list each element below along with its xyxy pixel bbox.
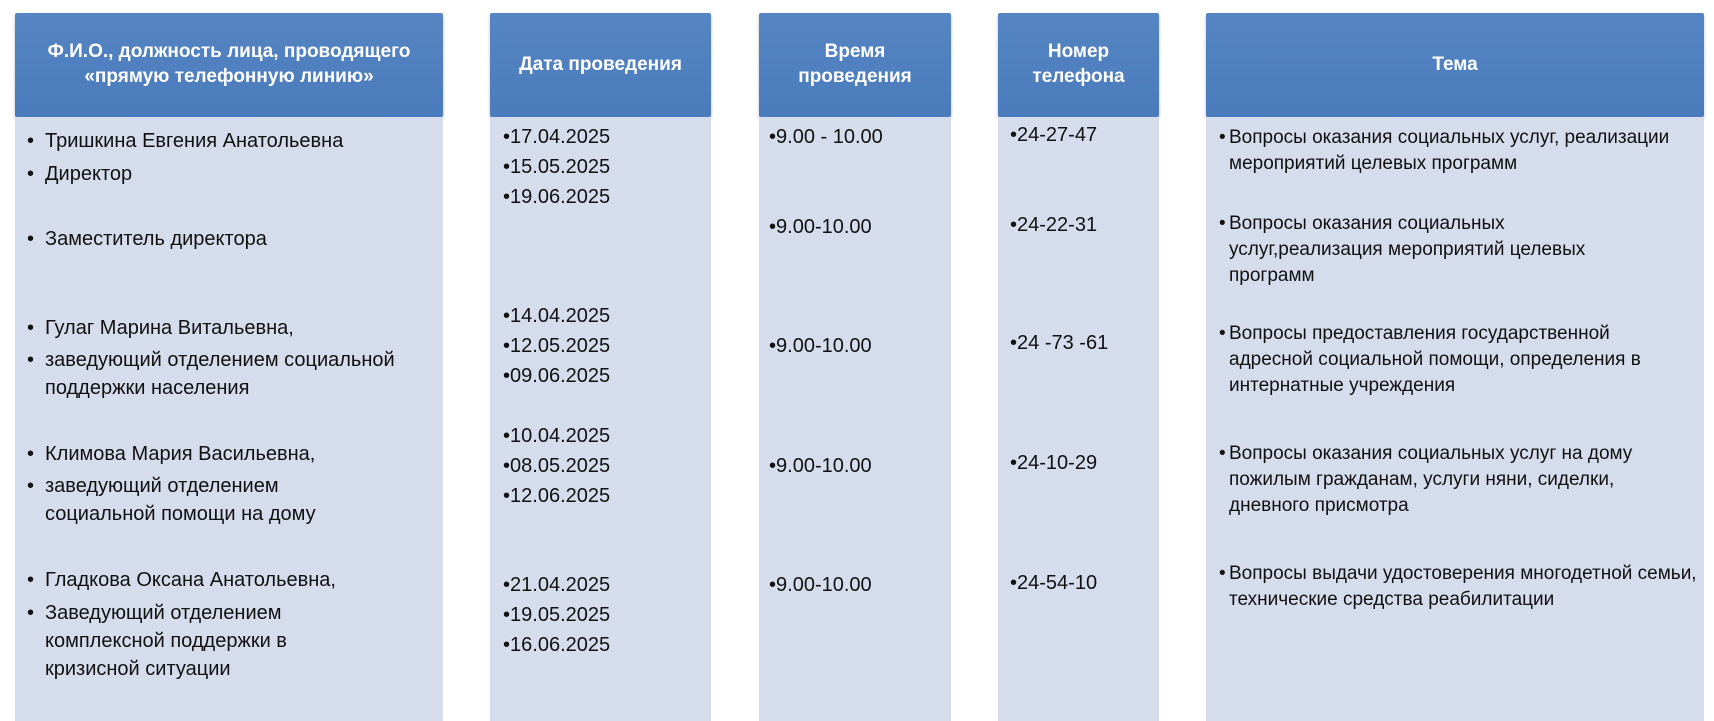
header-time	[759, 13, 951, 117]
time-item: •9.00-10.00	[769, 335, 872, 357]
date-item: •17.04.2025	[503, 126, 611, 148]
header-time-label: Время проведения	[798, 41, 912, 87]
person-position: Заместитель директора	[45, 228, 267, 250]
person-position: Заведующий отделением комплексной поддержки в кризисной ситуации	[45, 602, 287, 680]
person-name: Климова Мария Васильевна,	[45, 443, 316, 465]
phone-item: •24 -73 -61	[1010, 332, 1109, 354]
header-person-label: Ф.И.О., должность лица, проводящего «прямую телефонную линию»	[47, 41, 411, 87]
header-date	[490, 13, 711, 117]
person-name: Гулаг Марина Витальевна,	[45, 317, 294, 339]
header-date-label: Дата проведения	[519, 53, 682, 75]
date-item: •09.06.2025	[503, 365, 611, 387]
date-item: •14.04.2025	[503, 305, 611, 327]
header-phone	[998, 13, 1159, 117]
phone-item: •24-10-29	[1010, 452, 1098, 474]
date-item: •12.05.2025	[503, 335, 611, 357]
person-position: заведующий отделением социальной помощи на дому	[45, 475, 316, 525]
header-phone-label: Номер телефона	[1032, 41, 1125, 87]
column-date-body	[490, 117, 711, 721]
date-item: •08.05.2025	[503, 455, 611, 477]
phone-item: •24-54-10	[1010, 572, 1098, 594]
date-item: •15.05.2025	[503, 156, 611, 178]
column-person-body: • Тришкина Евгения Анатольевна • Директор • Заместитель директора • Гулаг Марина Витальевна, • заведующий отделением социальной поддержки населения • Климова Мария Васильевна, • заведующий отделением социальной помощи на дому • Гладкова Оксана Анатольевна, • Заведующий отделением комплексной поддержки в кризисной ситуации	[15, 117, 443, 721]
header-topic	[1206, 13, 1704, 117]
phone-item: •24-27-47	[1010, 124, 1098, 146]
phone-item: •24-22-31	[1010, 214, 1098, 236]
time-item: •9.00 - 10.00	[769, 126, 883, 148]
header-topic-label: Тема	[1432, 53, 1478, 75]
person-name: Гладкова Оксана Анатольевна,	[45, 569, 336, 591]
header-person	[15, 13, 443, 117]
time-item: •9.00-10.00	[769, 455, 872, 477]
person-position: Директор	[45, 163, 133, 185]
person-position: заведующий отделением социальной поддержки населения	[45, 349, 395, 399]
time-item: •9.00-10.00	[769, 216, 872, 238]
date-item: •12.06.2025	[503, 485, 611, 507]
column-time-body	[759, 117, 951, 721]
date-item: •19.05.2025	[503, 604, 611, 626]
date-item: •19.06.2025	[503, 186, 611, 208]
person-name: Тришкина Евгения Анатольевна	[45, 130, 344, 152]
date-item: •10.04.2025	[503, 425, 611, 447]
time-item: •9.00-10.00	[769, 574, 872, 596]
column-topic-body: • Вопросы оказания социальных услуг, реализации мероприятий целевых программ • Вопросы оказания социальных услуг,реализация мероприятий целевых программ • Вопросы предоставления государственной адресной социальной помощи, определения в интернатные учреждения • Вопросы оказания социальных услуг на дому пожилым гражданам, услуги няни, сиделки, дневного присмотра • Вопросы выдачи удостоверения многодетной семьи, технические средства реабилитации	[1206, 117, 1704, 721]
column-phone-body	[998, 117, 1159, 721]
date-item: •21.04.2025	[503, 574, 611, 596]
date-item: •16.06.2025	[503, 634, 611, 656]
